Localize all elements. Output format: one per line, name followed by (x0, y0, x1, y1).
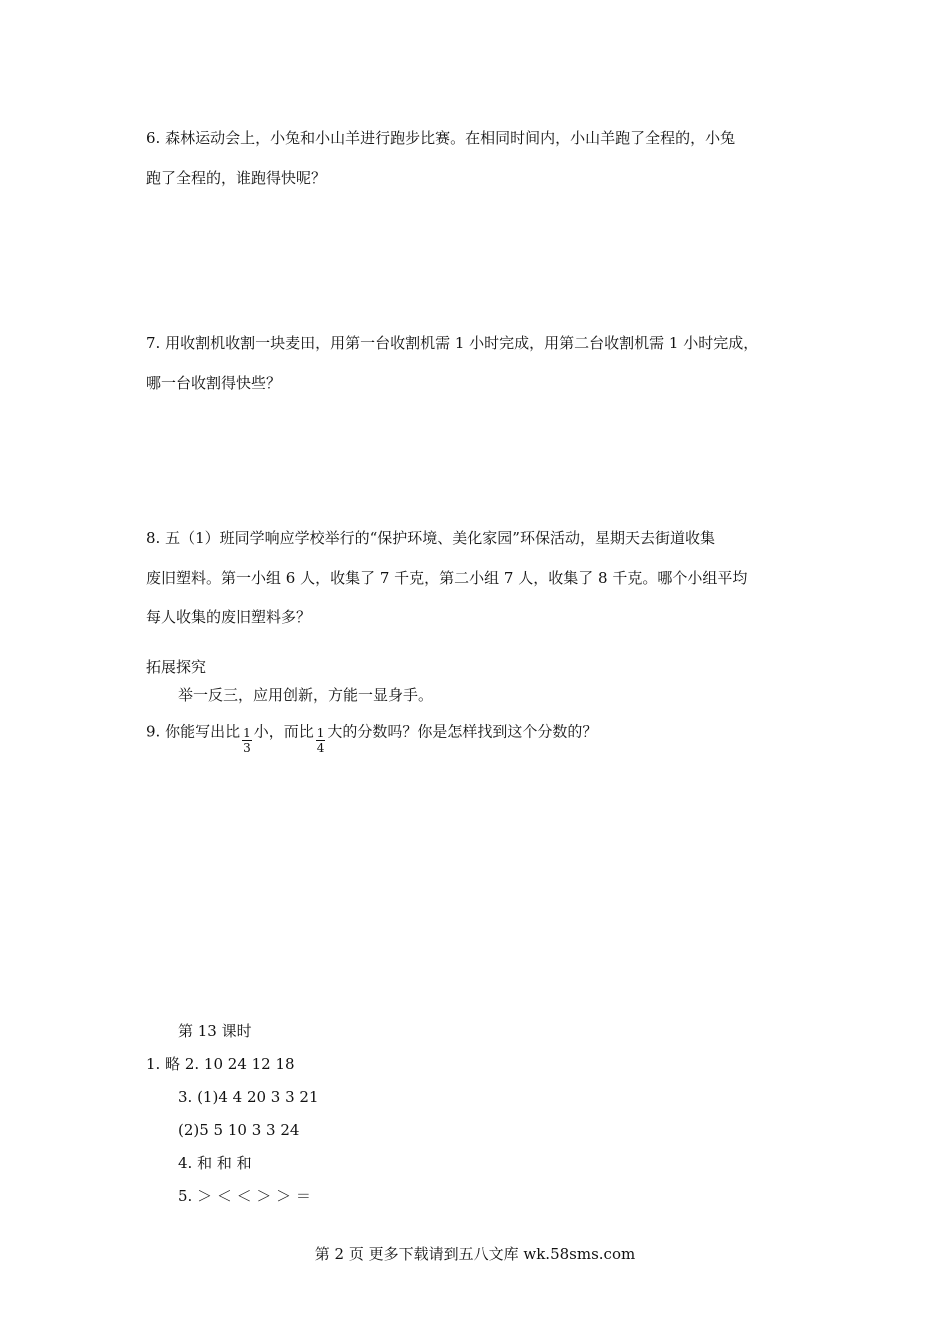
question-8-line-3: 每人收集的废旧塑料多？ (146, 608, 312, 626)
question-6-line-2: 跑了全程的，谁跑得快呢？ (146, 169, 327, 187)
answers-line-4: 4. 和 和 和 (178, 1154, 252, 1172)
answers-title: 第 13 课时 (178, 1022, 252, 1040)
question-9-prefix: 9. 你能写出比 (146, 722, 241, 741)
fraction-denominator: 4 (316, 741, 325, 755)
question-9-suffix: 大的分数吗？你是怎样找到这个分数的？ (327, 722, 598, 741)
fraction-denominator: 3 (243, 741, 251, 755)
question-7-line-1: 7. 用收割机收割一块麦田，用第一台收割机需 1 小时完成，用第二台收割机需 1 小时完成， (146, 334, 759, 352)
question-8-line-2: 废旧塑料。第一小组 6 人，收集了 7 千克，第二小组 7 人，收集了 8 千克。哪个小组平均 (146, 569, 748, 587)
extension-motto: 举一反三，应用创新，方能一显身手。 (178, 686, 434, 704)
fraction-numerator: 1 (316, 726, 325, 740)
page-footer: 第 2 页 更多下载请到五八文库 wk.58sms.com (314, 1245, 636, 1263)
answers-line-3: (2)5 5 10 3 3 24 (178, 1121, 300, 1139)
fraction-numerator: 1 (243, 726, 251, 740)
question-8-line-1: 8. 五（1）班同学响应学校举行的“保护环境、美化家园”环保活动，星期天去街道收集 (146, 529, 715, 547)
answers-line-5: 5. ＞ ＜ ＜ ＞ ＞ ＝ (178, 1187, 311, 1205)
question-9 (146, 718, 598, 755)
answers-line-1: 1. 略 2. 10 24 12 18 (146, 1055, 295, 1073)
answers-line-2: 3. (1)4 4 20 3 3 21 (178, 1088, 319, 1106)
fraction-one-fourth (316, 726, 326, 755)
question-7-line-2: 哪一台收割得快些？ (146, 374, 282, 392)
question-6-line-1: 6. 森林运动会上，小兔和小山羊进行跑步比赛。在相同时间内，小山羊跑了全程的，小兔 (146, 129, 736, 147)
fraction-one-third (242, 726, 252, 755)
extension-heading: 拓展探究 (146, 658, 207, 676)
question-9-middle: 小，而比 (253, 722, 314, 741)
